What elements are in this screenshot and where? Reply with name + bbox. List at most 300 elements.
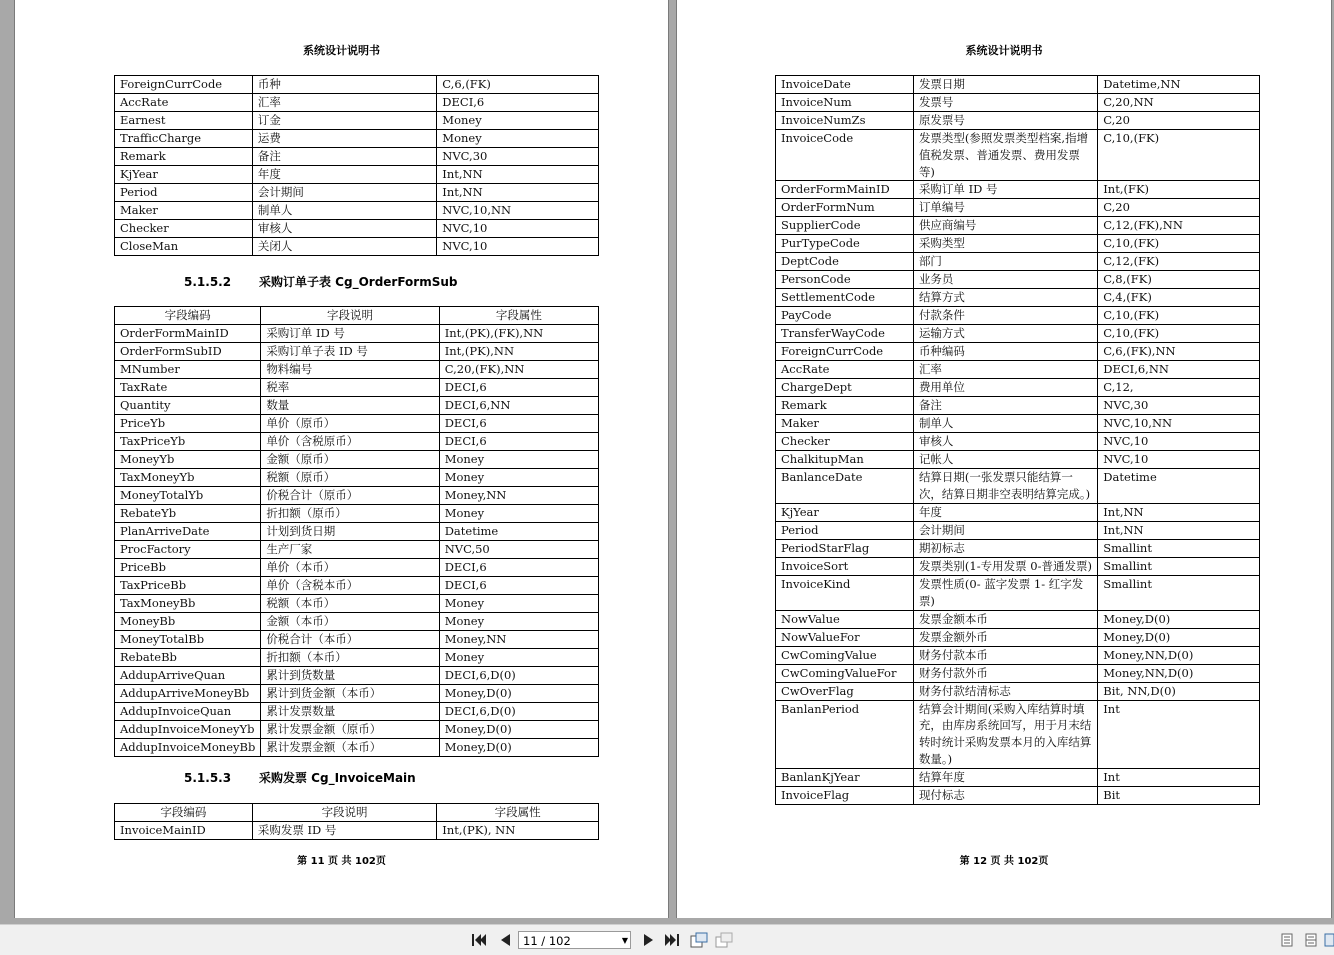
field-desc-cell: 制单人	[913, 415, 1097, 433]
field-code-cell: Checker	[115, 220, 253, 238]
field-code-cell: Remark	[776, 397, 914, 415]
table-row	[115, 595, 599, 613]
column-header-attr: 字段属性	[439, 307, 598, 325]
single-page-view-button[interactable]	[1279, 932, 1295, 948]
field-code-cell: Quantity	[115, 397, 261, 415]
field-desc-cell: 备注	[913, 397, 1097, 415]
field-code-cell: Maker	[776, 415, 914, 433]
table-row	[776, 76, 1260, 94]
field-code-cell: AddupArriveQuan	[115, 667, 261, 685]
field-code-cell: InvoiceFlag	[776, 786, 914, 804]
field-attr-cell: C,10,(FK)	[1098, 235, 1260, 253]
copy-page-icon	[715, 932, 733, 948]
column-header-desc: 字段说明	[252, 804, 436, 822]
field-attr-cell: Int,(PK), NN	[437, 822, 599, 840]
table-row	[776, 271, 1260, 289]
field-desc-cell: 金额（原币）	[261, 451, 439, 469]
table-row	[115, 667, 599, 685]
field-attr-cell: C,8,(FK)	[1098, 271, 1260, 289]
field-desc-cell: 结算会计期间(采购入库结算时填充，由库房系统回写，用于月末结转时统计采购发票本月的入库结算数量。)	[913, 700, 1097, 768]
table-row	[776, 289, 1260, 307]
table-row	[115, 613, 599, 631]
field-attr-cell: NVC,10	[1098, 433, 1260, 451]
field-attr-cell: Money	[439, 649, 598, 667]
table-row	[115, 325, 599, 343]
field-attr-cell: C,12,	[1098, 379, 1260, 397]
table-row	[115, 577, 599, 595]
table-row	[115, 822, 599, 840]
last-page-button[interactable]	[664, 932, 680, 948]
field-code-cell: TaxRate	[115, 379, 261, 397]
field-desc-cell: 发票类型(参照发票类型档案,指增值税发票、普通发票、费用发票等)	[913, 130, 1097, 181]
field-attr-cell: C,10,(FK)	[1098, 130, 1260, 181]
field-desc-cell: 采购类型	[913, 235, 1097, 253]
field-desc-cell: 币种	[252, 76, 436, 94]
field-attr-cell: C,6,(FK),NN	[1098, 343, 1260, 361]
table-invoice-main-continued	[775, 75, 1260, 805]
field-code-cell: MoneyTotalYb	[115, 487, 261, 505]
viewer-toolbar	[0, 924, 1334, 955]
table-row	[115, 76, 599, 94]
field-attr-cell: Smallint	[1098, 557, 1260, 575]
field-attr-cell: Money,D(0)	[1098, 628, 1260, 646]
table-row	[776, 307, 1260, 325]
field-desc-cell: 记帐人	[913, 451, 1097, 469]
field-desc-cell: 金额（本币）	[261, 613, 439, 631]
field-code-cell: TaxPriceBb	[115, 577, 261, 595]
table-row	[776, 130, 1260, 181]
field-desc-cell: 发票日期	[913, 76, 1097, 94]
field-code-cell: OrderFormMainID	[115, 325, 261, 343]
field-desc-cell: 税额（原币）	[261, 469, 439, 487]
field-desc-cell: 部门	[913, 253, 1097, 271]
column-header-desc: 字段说明	[261, 307, 439, 325]
field-code-cell: TrafficCharge	[115, 130, 253, 148]
field-code-cell: RebateYb	[115, 505, 261, 523]
table-row	[115, 202, 599, 220]
field-attr-cell: Money,NN,D(0)	[1098, 646, 1260, 664]
document-page-left	[14, 0, 669, 918]
field-desc-cell: 关闭人	[252, 238, 436, 256]
field-attr-cell: Int,(PK),NN	[439, 343, 598, 361]
field-desc-cell: 物料编号	[261, 361, 439, 379]
field-code-cell: PeriodStarFlag	[776, 539, 914, 557]
continuous-view-button[interactable]	[1303, 932, 1319, 948]
table-row	[115, 541, 599, 559]
field-code-cell: InvoiceMainID	[115, 822, 253, 840]
field-code-cell: MoneyTotalBb	[115, 631, 261, 649]
single-page-icon	[1281, 933, 1293, 947]
field-attr-cell: C,4,(FK)	[1098, 289, 1260, 307]
field-attr-cell: NVC,10	[437, 238, 599, 256]
field-attr-cell: C,12,(FK),NN	[1098, 217, 1260, 235]
field-attr-cell: C,6,(FK)	[437, 76, 599, 94]
table-row	[115, 379, 599, 397]
field-desc-cell: 单价（含税原币）	[261, 433, 439, 451]
table-row	[776, 664, 1260, 682]
table-row	[776, 682, 1260, 700]
field-code-cell: PriceYb	[115, 415, 261, 433]
field-code-cell: OrderFormNum	[776, 199, 914, 217]
field-code-cell: RebateBb	[115, 649, 261, 667]
field-desc-cell: 单价（原币）	[261, 415, 439, 433]
field-desc-cell: 采购订单 ID 号	[913, 181, 1097, 199]
field-code-cell: BanlanceDate	[776, 469, 914, 504]
field-desc-cell: 发票号	[913, 94, 1097, 112]
field-desc-cell: 期初标志	[913, 539, 1097, 557]
table-row	[776, 557, 1260, 575]
field-code-cell: InvoiceCode	[776, 130, 914, 181]
field-attr-cell: DECI,6	[439, 415, 598, 433]
field-desc-cell: 累计发票数量	[261, 703, 439, 721]
table-row	[776, 521, 1260, 539]
field-attr-cell: Money	[439, 469, 598, 487]
field-attr-cell: DECI,6	[439, 577, 598, 595]
field-code-cell: CwComingValue	[776, 646, 914, 664]
field-code-cell: MoneyYb	[115, 451, 261, 469]
field-desc-cell: 累计到货数量	[261, 667, 439, 685]
table-row	[115, 649, 599, 667]
table-row	[776, 628, 1260, 646]
table-row	[115, 166, 599, 184]
table-row	[115, 469, 599, 487]
field-attr-cell: Money,D(0)	[439, 685, 598, 703]
page-number-input[interactable]	[518, 931, 631, 949]
field-desc-cell: 采购订单 ID 号	[261, 325, 439, 343]
field-desc-cell: 累计发票金额（原币）	[261, 721, 439, 739]
field-code-cell: InvoiceNumZs	[776, 112, 914, 130]
field-desc-cell: 单价（本币）	[261, 559, 439, 577]
table-row	[115, 451, 599, 469]
field-attr-cell: Bit, NN,D(0)	[1098, 682, 1260, 700]
table-row	[115, 397, 599, 415]
field-attr-cell: NVC,30	[1098, 397, 1260, 415]
field-desc-cell: 财务付款外币	[913, 664, 1097, 682]
field-attr-cell: Int,(FK)	[1098, 181, 1260, 199]
field-attr-cell: Money,D(0)	[1098, 610, 1260, 628]
page-header-title: 系统设计说明书	[303, 44, 380, 57]
field-desc-cell: 累计到货金额（本币）	[261, 685, 439, 703]
field-desc-cell: 数量	[261, 397, 439, 415]
field-code-cell: AccRate	[776, 361, 914, 379]
field-attr-cell: Int	[1098, 700, 1260, 768]
field-desc-cell: 业务员	[913, 271, 1097, 289]
field-attr-cell: Money,NN	[439, 487, 598, 505]
field-desc-cell: 订金	[252, 112, 436, 130]
field-code-cell: AddupInvoiceQuan	[115, 703, 261, 721]
field-code-cell: BanlanPeriod	[776, 700, 914, 768]
field-code-cell: AddupArriveMoneyBb	[115, 685, 261, 703]
field-attr-cell: C,20,NN	[1098, 94, 1260, 112]
table-row	[115, 523, 599, 541]
field-code-cell: ForeignCurrCode	[776, 343, 914, 361]
field-attr-cell: Int	[1098, 768, 1260, 786]
first-page-icon	[472, 934, 486, 946]
table-row	[115, 739, 599, 757]
field-desc-cell: 发票类别(1-专用发票 0-普通发票)	[913, 557, 1097, 575]
table-row	[115, 487, 599, 505]
field-desc-cell: 汇率	[252, 94, 436, 112]
table-row	[776, 253, 1260, 271]
field-desc-cell: 审核人	[913, 433, 1097, 451]
field-desc-cell: 价税合计（原币）	[261, 487, 439, 505]
field-code-cell: SupplierCode	[776, 217, 914, 235]
field-desc-cell: 累计发票金额（本币）	[261, 739, 439, 757]
field-attr-cell: Money,NN	[439, 631, 598, 649]
field-code-cell: PlanArriveDate	[115, 523, 261, 541]
field-desc-cell: 折扣额（本币）	[261, 649, 439, 667]
field-desc-cell: 审核人	[252, 220, 436, 238]
table-row	[115, 415, 599, 433]
field-attr-cell: Money,NN,D(0)	[1098, 664, 1260, 682]
field-code-cell: TaxPriceYb	[115, 433, 261, 451]
column-header-attr: 字段属性	[437, 804, 599, 822]
field-code-cell: ProcFactory	[115, 541, 261, 559]
field-attr-cell: DECI,6	[439, 559, 598, 577]
table-row	[115, 433, 599, 451]
document-page-right	[676, 0, 1332, 918]
field-attr-cell: Datetime	[1098, 469, 1260, 504]
field-desc-cell: 采购发票 ID 号	[252, 822, 436, 840]
field-attr-cell: DECI,6	[437, 94, 599, 112]
table-row	[776, 199, 1260, 217]
field-attr-cell: C,20	[1098, 199, 1260, 217]
page-view-icon	[690, 932, 708, 948]
field-attr-cell: DECI,6,D(0)	[439, 703, 598, 721]
field-code-cell: AccRate	[115, 94, 253, 112]
table-row	[115, 184, 599, 202]
facing-pages-view-button[interactable]	[1324, 932, 1334, 948]
table-row	[776, 379, 1260, 397]
field-attr-cell: Money	[439, 505, 598, 523]
table-row	[115, 130, 599, 148]
field-desc-cell: 会计期间	[913, 521, 1097, 539]
field-attr-cell: Int,NN	[437, 184, 599, 202]
first-page-button[interactable]	[471, 932, 487, 948]
field-attr-cell: Int,(PK),(FK),NN	[439, 325, 598, 343]
field-attr-cell: C,10,(FK)	[1098, 307, 1260, 325]
table-row	[115, 685, 599, 703]
field-attr-cell: NVC,10,NN	[1098, 415, 1260, 433]
field-attr-cell: C,12,(FK)	[1098, 253, 1260, 271]
field-desc-cell: 采购订单子表 ID 号	[261, 343, 439, 361]
table-row	[115, 148, 599, 166]
table-row	[115, 94, 599, 112]
field-desc-cell: 结算年度	[913, 768, 1097, 786]
field-code-cell: CwComingValueFor	[776, 664, 914, 682]
field-desc-cell: 单价（含税本币）	[261, 577, 439, 595]
field-desc-cell: 结算日期(一张发票只能结算一次，结算日期非空表明结算完成。)	[913, 469, 1097, 504]
field-attr-cell: C,10,(FK)	[1098, 325, 1260, 343]
field-code-cell: InvoiceKind	[776, 575, 914, 610]
table-row	[776, 700, 1260, 768]
field-code-cell: CwOverFlag	[776, 682, 914, 700]
table-row	[776, 181, 1260, 199]
field-desc-cell: 财务付款本币	[913, 646, 1097, 664]
field-attr-cell: C,20	[1098, 112, 1260, 130]
table-row	[115, 238, 599, 256]
field-desc-cell: 计划到货日期	[261, 523, 439, 541]
table-row	[776, 469, 1260, 504]
field-code-cell: PayCode	[776, 307, 914, 325]
field-attr-cell: Money,D(0)	[439, 739, 598, 757]
column-header-code: 字段编码	[115, 307, 261, 325]
field-code-cell: InvoiceDate	[776, 76, 914, 94]
column-header-code: 字段编码	[115, 804, 253, 822]
field-attr-cell: NVC,50	[439, 541, 598, 559]
table-row	[776, 94, 1260, 112]
field-code-cell: MoneyBb	[115, 613, 261, 631]
table-row	[115, 505, 599, 523]
field-desc-cell: 现付标志	[913, 786, 1097, 804]
field-attr-cell: C,20,(FK),NN	[439, 361, 598, 379]
field-attr-cell: DECI,6	[439, 379, 598, 397]
field-attr-cell: DECI,6	[439, 433, 598, 451]
field-code-cell: Period	[776, 521, 914, 539]
field-desc-cell: 运输方式	[913, 325, 1097, 343]
field-code-cell: NowValueFor	[776, 628, 914, 646]
field-code-cell: BanlanKjYear	[776, 768, 914, 786]
table-row	[115, 361, 599, 379]
field-attr-cell: NVC,10	[1098, 451, 1260, 469]
field-attr-cell: Int,NN	[1098, 521, 1260, 539]
table-row	[115, 112, 599, 130]
field-attr-cell: Datetime	[439, 523, 598, 541]
field-code-cell: TransferWayCode	[776, 325, 914, 343]
field-desc-cell: 币种编码	[913, 343, 1097, 361]
field-code-cell: Checker	[776, 433, 914, 451]
table-row	[115, 559, 599, 577]
field-desc-cell: 税率	[261, 379, 439, 397]
table-row	[776, 768, 1260, 786]
table-row	[115, 721, 599, 739]
field-attr-cell: Smallint	[1098, 575, 1260, 610]
table-row	[776, 575, 1260, 610]
page-footer-number: 第 11 页 共 102页	[297, 856, 386, 867]
table-row	[115, 343, 599, 361]
field-desc-cell: 折扣额（原币）	[261, 505, 439, 523]
field-attr-cell: Int,NN	[437, 166, 599, 184]
field-desc-cell: 财务付款结清标志	[913, 682, 1097, 700]
field-attr-cell: Int,NN	[1098, 503, 1260, 521]
section-heading-5-1-5-2: 5.1.5.2 采购订单子表 Cg_OrderFormSub	[184, 275, 458, 289]
table-order-form-sub	[114, 306, 599, 757]
page-footer-number: 第 12 页 共 102页	[959, 856, 1049, 867]
table-row	[776, 451, 1260, 469]
field-code-cell: ChargeDept	[776, 379, 914, 397]
field-code-cell: Earnest	[115, 112, 253, 130]
field-desc-cell: 税额（本币）	[261, 595, 439, 613]
table-row	[776, 235, 1260, 253]
field-attr-cell: NVC,10,NN	[437, 202, 599, 220]
field-code-cell: NowValue	[776, 610, 914, 628]
copy-page-button[interactable]	[715, 932, 733, 948]
field-code-cell: OrderFormMainID	[776, 181, 914, 199]
table-row	[115, 631, 599, 649]
field-attr-cell: Datetime,NN	[1098, 76, 1260, 94]
field-code-cell: TaxMoneyYb	[115, 469, 261, 487]
field-code-cell: DeptCode	[776, 253, 914, 271]
table-row	[776, 217, 1260, 235]
field-code-cell: PriceBb	[115, 559, 261, 577]
table-row	[776, 397, 1260, 415]
field-desc-cell: 订单编号	[913, 199, 1097, 217]
table-row	[776, 343, 1260, 361]
table-row	[115, 220, 599, 238]
field-code-cell: Maker	[115, 202, 253, 220]
next-page-button[interactable]	[640, 932, 656, 948]
field-desc-cell: 年度	[252, 166, 436, 184]
field-desc-cell: 年度	[913, 503, 1097, 521]
field-code-cell: SettlementCode	[776, 289, 914, 307]
field-attr-cell: Smallint	[1098, 539, 1260, 557]
field-desc-cell: 制单人	[252, 202, 436, 220]
field-attr-cell: Money	[439, 595, 598, 613]
table-row	[115, 703, 599, 721]
previous-page-button[interactable]	[497, 932, 513, 948]
field-desc-cell: 会计期间	[252, 184, 436, 202]
field-code-cell: AddupInvoiceMoneyYb	[115, 721, 261, 739]
field-desc-cell: 供应商编号	[913, 217, 1097, 235]
table-order-main-continued	[114, 75, 599, 256]
field-desc-cell: 运费	[252, 130, 436, 148]
table-row	[776, 503, 1260, 521]
field-desc-cell: 价税合计（本币）	[261, 631, 439, 649]
table-row	[776, 325, 1260, 343]
field-desc-cell: 发票金额本币	[913, 610, 1097, 628]
field-code-cell: MNumber	[115, 361, 261, 379]
field-attr-cell: Bit	[1098, 786, 1260, 804]
section-heading-5-1-5-3: 5.1.5.3 采购发票 Cg_InvoiceMain	[184, 771, 416, 785]
field-desc-cell: 备注	[252, 148, 436, 166]
field-attr-cell: DECI,6,NN	[1098, 361, 1260, 379]
field-code-cell: Remark	[115, 148, 253, 166]
table-row	[776, 415, 1260, 433]
field-attr-cell: DECI,6,NN	[439, 397, 598, 415]
table-invoice-main	[114, 803, 599, 840]
field-desc-cell: 原发票号	[913, 112, 1097, 130]
field-desc-cell: 汇率	[913, 361, 1097, 379]
field-code-cell: PersonCode	[776, 271, 914, 289]
rotate-page-button[interactable]	[690, 932, 708, 948]
field-attr-cell: DECI,6,D(0)	[439, 667, 598, 685]
table-row	[776, 610, 1260, 628]
field-desc-cell: 发票金额外币	[913, 628, 1097, 646]
table-row	[776, 433, 1260, 451]
page-header-title: 系统设计说明书	[965, 44, 1043, 57]
field-desc-cell: 生产厂家	[261, 541, 439, 559]
field-code-cell: InvoiceSort	[776, 557, 914, 575]
field-code-cell: KjYear	[776, 503, 914, 521]
facing-pages-icon	[1324, 933, 1334, 947]
field-code-cell: KjYear	[115, 166, 253, 184]
field-desc-cell: 结算方式	[913, 289, 1097, 307]
field-code-cell: PurTypeCode	[776, 235, 914, 253]
page-number-value: 11 / 102	[523, 934, 571, 948]
field-attr-cell: NVC,10	[437, 220, 599, 238]
last-page-icon	[665, 934, 679, 946]
continuous-page-icon	[1305, 933, 1317, 947]
chevron-down-icon[interactable]: ▼	[621, 936, 628, 945]
table-row	[776, 361, 1260, 379]
field-code-cell: TaxMoneyBb	[115, 595, 261, 613]
field-attr-cell: Money	[437, 130, 599, 148]
field-attr-cell: Money	[437, 112, 599, 130]
table-row	[776, 646, 1260, 664]
table-row	[776, 786, 1260, 804]
field-desc-cell: 发票性质(0- 蓝字发票 1- 红字发票)	[913, 575, 1097, 610]
previous-page-icon	[501, 934, 510, 946]
